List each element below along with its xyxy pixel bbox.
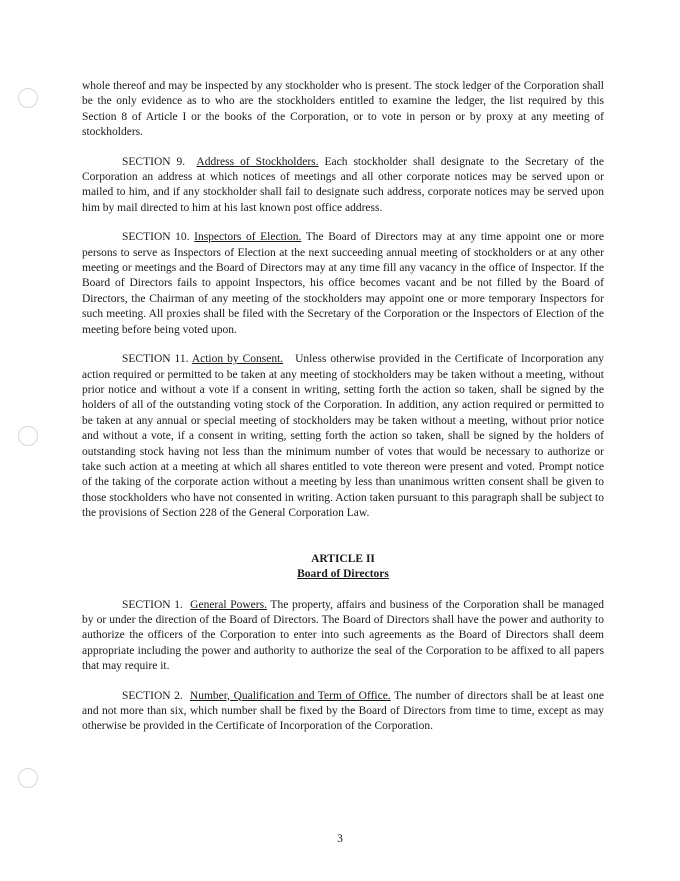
section-11 xyxy=(82,352,604,521)
section-body: Each stockholder shall designate to the Secretary of the Corporation an address at which notices of meetings and all other corporate notices may be served upon or mailed to him, and if any stockholder shall fail to designate such address, corporate notices may be served upon him by mail directed to him at his last known post office address. xyxy=(82,155,604,214)
section-label: SECTION 1. xyxy=(122,598,183,611)
section-label: SECTION 2. xyxy=(122,689,183,702)
article2-section-2 xyxy=(82,689,604,735)
section-label: SECTION 9. xyxy=(122,155,186,168)
section-title: Inspectors of Election. xyxy=(194,231,302,244)
article-heading xyxy=(82,552,604,582)
section-label: SECTION 11. xyxy=(122,353,189,366)
section-9 xyxy=(82,155,604,217)
article-title: Board of Directors xyxy=(297,567,389,580)
section-label: SECTION 10. xyxy=(122,231,190,244)
continued-paragraph: whole thereof and may be inspected by any stockholder who is present. The stock ledger of the Corporation shall be the only evidence as to who are the stockholders entitled to examine the ledger, the list required by this Section 8 of Article I or the books of the Corporation, or to vote in person or by proxy at any meeting of stockholders. xyxy=(82,80,604,139)
section-body: The property, affairs and business of the Corporation shall be managed by or under the direction of the Board of Directors. The Board of Directors shall have the power and authority to authorize the officers of the Corporation to enter into such agreements as the Board of Directors shall deem appropriate including the power and authority to authorize the seal of the Corporation to be affixed to all papers that may require it. xyxy=(82,598,604,673)
punch-hole-mark xyxy=(18,426,38,446)
punch-hole-mark xyxy=(18,88,38,108)
article2-section-1 xyxy=(82,598,604,675)
punch-hole-mark xyxy=(18,768,38,788)
section-body: The number of directors shall be at least one and not more than six, which number shall be fixed by the Board of Directors from time to time, except as may otherwise be provided in the Certificate of Incorporation of the Corporation. xyxy=(82,689,605,733)
section-title: Number, Qualification and Term of Office. xyxy=(189,689,391,702)
section-10 xyxy=(82,230,604,338)
section-title: Address of Stockholders. xyxy=(196,155,319,168)
article-number: ARTICLE II xyxy=(311,552,375,565)
page-number: 3 xyxy=(337,833,343,845)
section-body: Unless otherwise provided in the Certificate of Incorporation any action required or permitted to be taken at any meeting of stockholders may be taken without a meeting, without prior notice and without a vote if a consent in writing, setting forth the action so taken, shall be signed by the holders of all of the outstanding voting stock of the Corporation. In addition, any action required or permitted to be taken at any annual or special meeting of stockholders may be taken without a meeting, without prior notice and without a vote, if a consent in writing, setting forth the action so taken, shall be signed by the holders of outstanding stock having not less than the minimum number of votes that would be necessary to authorize or take such action at a meeting at which all shares entitled to vote thereon were present and voted. Prompt notice of the taking of the corporate action without a meeting by less than unanimous written consent shall be given to those stockholders who have not consented in writing. Action taken pursuant to this paragraph shall be subject to the provisions of Section 228 of the General Corporation Law. xyxy=(82,353,605,520)
section-title: Action by Consent. xyxy=(191,353,284,366)
section-title: General Powers. xyxy=(190,598,267,611)
section-body: The Board of Directors may at any time appoint one or more persons to serve as Inspectors of Election at the next succeeding annual meeting of stockholders or at any other meeting or meetings and the Board of Directors may at any time fill any vacancy in the office of Inspector. If the Board of Directors fails to appoint Inspectors, his office becomes vacant and be not filled by the Board of Directors, the Chairman of any meeting of the stockholders may appoint one or more temporary Inspectors for such meeting. All proxies shall be filed with the Secretary of the Corporation or the Inspectors of Election of the meeting before being voted upon. xyxy=(82,231,605,336)
document-body xyxy=(82,79,604,749)
